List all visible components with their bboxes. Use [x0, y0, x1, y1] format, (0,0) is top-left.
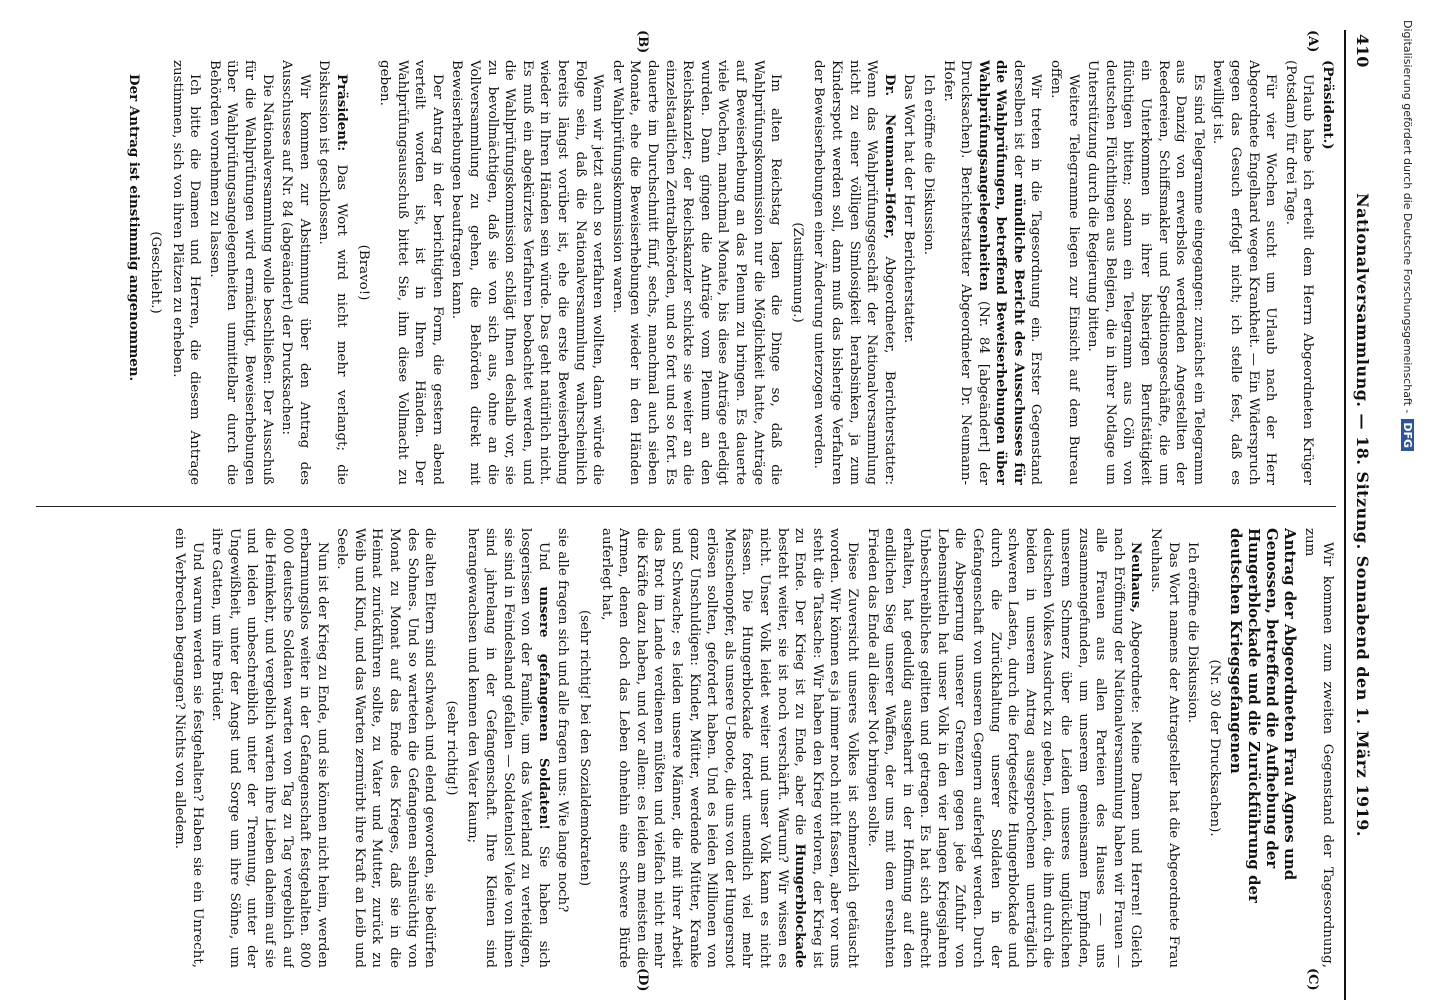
- paragraph: (Nr. 30 der Drucksachen).: [1206, 659, 1222, 837]
- paragraph: Ich eröffne die Diskussion.: [1185, 542, 1201, 724]
- paragraph: Das Wort hat der Herr Berichterstatter.: [901, 74, 917, 344]
- paragraph: Neuhaus, Abgeordnete: Meine Damen und Herren! Gleich nach Eröffnung der Nationalversammlung haben wir Frauen — alle Frauen aus allen Parteien des Hauses — uns zusammengefunden, um unserem gemeinsamen Empfinden, unserem Schmerz über die Leiden unseres unglücklichen deutschen Volkes Ausdruck zu geben, Leiden, die ihm durch die beiden in unserem Antrag ausgesprochenen unerträglich schweren Lasten, durch die fortgesetzte Hungerblockade und durch die Zurückhaltung unserer Soldaten in der Gefangenschaft von unseren Gegnern auferlegt werden. Durch die Absperrung unserer Grenzen gegen jede Zufuhr von Lebensmitteln hat unser Volk in den vier langen Kriegsjahren Unbeschreibliches gelitten und getragen. Es hat sich aufrecht erhalten, hat geduldig ausgeharrt in der Hoffnung auf den endlichen Sieg unserer Waffen, der uns mit dem ersehnten Frieden das Ende all dieser Not bringen sollte.: [864, 528, 1145, 968]
- paragraph: die alten Eltern sind schwach und elend geworden, sie bedürfen des Sohnes. Und so warteten die Gefangenen sehnsüchtig von Monat zu Monat auf das Ende des Krieges, daß sie in die Heimat zurückführen sollte, zu Vater und Mutter, zurück zu Weib und Kind, und das Warten zermürbt ihre Kraft an Leib und Seele.: [334, 528, 438, 968]
- agenda-heading: Antrag der Abgeordneten Frau Agnes und Genossen, betreffend die Aufhebung der Hungerblockade und die Zurückführung der deutschen Kriegsgefangenen: [1226, 528, 1299, 903]
- margin-letter-c: (C): [1305, 968, 1320, 991]
- right-column: [36, 528, 1336, 968]
- paragraph: Die Nationalversammlung wolle beschließen: Der Ausschuß für die Wahlprüfungen wird ermächtigt, Beweiserhebungen über Wahlprüfungsangelegenheiten unmittelbar durch die Behörden vornehmen zu lassen.: [206, 60, 275, 485]
- paragraph: Urlaub habe ich erteilt dem Herrn Abgeordneten Krüger (Potsdam) für drei Tage.: [1282, 60, 1316, 485]
- interjection: (sehr richtig! bei den Sozialdemokraten): [577, 609, 593, 887]
- paragraph: Dr. Neumann-Hofer, Abgeordneter, Berichterstatter: Wenn das Wahlprüfungsgeschäft der Nationalversammlung nicht zu einer völligen Simlosigkeit herabsinken, ja zum Kinderspott werden soll, dann muß das bisherige Verfahren der Beweiserhebungen einer Änderung unterzogen werden.: [811, 60, 898, 485]
- margin-letter-a: (A): [1305, 30, 1320, 53]
- paragraph: Das Wort namens der Antragsteller hat die Abgeordnete Frau Neuhaus.: [1148, 528, 1181, 968]
- paragraph: Ich eröffne die Diskussion.: [920, 74, 936, 256]
- paragraph: Wenn wir jetzt auch so verfahren wollten, dann würde die Folge sein, daß die Nationalversammlung wahrscheinlich bereits längst vorüber ist, ehe die erste Beweiserhebung wieder in Ihren Händen sein würde. Das geht natürlich nicht. Es muß ein abgekürztes Verfahren beobachtet werden, und die Wahlprüfungskommission schlägt Ihnen deshalb vor, sie zu bevollmächtigen, daß sie von sich aus, ohne an die Vollversammlung zu gehen, die Behörden direkt mit Beweiserhebungen beauftragen kann.: [449, 60, 606, 485]
- interjection: (Geschieht.): [148, 231, 163, 314]
- paragraph: Für vier Wochen sucht um Urlaub nach der Herr Abgeordnete Engelhard wegen Krankheit. — Ein Widerspruch gegen das Gesuch erfolgt nicht; ich stelle fest, daß es bewilligt ist.: [1210, 60, 1279, 485]
- paragraph: Und warum werden sie festgehalten? Haben sie ein Unrecht, ein Verbrechen begangen? Nichts von alledem.: [171, 528, 205, 968]
- interjection: (Zustimmung.): [789, 222, 805, 323]
- paragraph: Präsident: Das Wort wird nicht mehr verlangt; die Diskussion ist geschlossen.: [316, 60, 350, 485]
- interjection: (sehr richtig!): [443, 700, 459, 796]
- credit-text: Digitalisierung gefördert durch die Deutsche Forschungsgemeinschaft -: [1401, 20, 1414, 414]
- paragraph: Nun ist der Krieg zu Ende, und sie können nicht heim, werden erbarmungslos weiter in der Gefangenschaft festgehalten. 800 000 deutsche Soldaten warten von Tag zu Tag vergeblich auf die Heimkehr, und vergeblich warten ihre Lieben daheim auf sie und leiden unbeschreiblich unter der Trennung, unter der Ungewißheit, unter der Angst und Sorge um ihre Söhne, um ihre Gatten, um ihre Brüder.: [209, 528, 330, 968]
- paragraph: Es sind Telegramme eingegangen: zunächst ein Telegramm aus Danzig von erwerbslos werdenden Angestellten der Reedereien, Schiffsmakler und Speditionsgeschäfte, die um ein Unterkommen in ihrer bisherigen Berufstätigkeit flüchtigen bitten; sodann ein Telegramm aus Cöln von deutschen Flüchtlingen aus Belgien, die in ihrer Notlage um Unterstützung durch die Regierung bitten.: [1085, 60, 1206, 485]
- page-number: 410: [1353, 34, 1372, 68]
- running-title: Nationalversammlung. — 18. Sitzung. Sonnabend den 1. März 1919.: [1353, 193, 1372, 837]
- paragraph: Ich bitte die Damen und Herren, die diesem Antrage zustimmen, sich von ihren Plätzen zu erheben.: [169, 60, 203, 485]
- paragraph: Und unsere gefangenen Soldaten! Sie haben sich losgerissen von der Familie, um das Vaterland zu verteidigen, sie sind in Feindeshand gefallen — Soldatenlos! Viele von ihnen sind jahrelang in der Gefangenschaft. Ihre Kleinen sind herangewachsen und kennen den Vater kaum;: [465, 528, 552, 968]
- interjection: (Bravo!): [355, 244, 371, 301]
- speaker-note: (Präsident.): [1320, 60, 1336, 150]
- column-divider: [36, 506, 1336, 507]
- digitization-credit: [1396, 20, 1414, 980]
- paragraph: Weitere Telegramme liegen zur Einsicht auf dem Bureau offen.: [1048, 60, 1081, 485]
- paragraph: Wir kommen zur Abstimmung über den Antrag des Ausschusses auf Nr. 84 (abgeändert) der Drucksachen:: [279, 60, 312, 485]
- running-head: [1344, 30, 1380, 1000]
- paragraph: sie alle fragen sich und alle fragen uns: Wie lange noch?: [555, 528, 571, 913]
- margin-letter-d: (D): [635, 968, 650, 992]
- paragraph: Wir kommen zum zweiten Gegenstand der Tagesordnung, zum: [1302, 528, 1335, 968]
- paragraph: Der Antrag ist einstimmig angenommen.: [126, 74, 143, 382]
- margin-letter-b: (B): [635, 30, 650, 54]
- paragraph: Wir treten in die Tagesordnung ein. Erster Gegenstand derselben ist der mündliche Bericht des Ausschusses für die Wahlprüfungen, betreffend Beweiserhebungen über Wahlprüfungsangelegenheiten (Nr. 84 [abgeändert] der Drucksachen). Berichterstatter Abgeordneter Dr. Neumann-Hofer.: [940, 60, 1044, 485]
- paragraph: Der Antrag in der berichtigten Form, die gestern abend verteilt worden ist, ist in Ihren Händen. Der Wahlprüfungsausschuß bittet Sie, ihm diese Vollmacht zu geben.: [377, 60, 445, 485]
- paragraph: Diese Zuversicht unseres Volkes ist schmerzlich getäuscht worden. Wir können es ja immer noch nicht fassen, aber vor uns steht die Tatsache: Wir haben den Krieg verloren, der Krieg ist zu Ende. Der Krieg ist zu Ende, aber die Hungerblockade besteht weiter, sie ist noch verschärft. Warum? Wir wissen es nicht. Unser Volk leidet weiter und unser Volk kann es nicht fassen. Die Hungerblockade fordert unendlich viel mehr Menschenopfer, als unsere U-Boote, die uns von der Hungersnot erlösen sollten, gefordert haben. Und es leiden Millionen von ganz Unschuldigen: Kinder, Mütter, werdende Mütter, Kranke und Schwache; es leiden unsere Männer, die mit ihrer Arbeit das Brot im Lande verdienen müßten und vielfach nicht mehr die Kräfte dazu haben, und vor allem: es leiden am meisten die Armen, denen doch das Leben ohnehin eine schwere Bürde auferlegt hat,: [598, 528, 860, 968]
- paragraph: Im alten Reichstag lagen die Dinge so, daß die Wahlprüfungskommission nur die Möglichkeit hatte, Anträge auf Beweiserhebung an das Plenum zu bringen. Es dauerte viele Wochen, manchmal Monate, bis diese Anträge erledigt wurden. Dann gingen die Anträge vom Plenum an den Reichskanzler; der Reichskanzler schickte sie weiter an die einzelstaatlichen Zentralbehörden, und so fort und so fort. Es dauerte im Durchschnitt fünf, sechs, manchmal auch sieben Monate, ehe die Beweiserhebungen wieder in den Händen der Wahlprüfungskommission waren.: [609, 60, 784, 485]
- left-column: [36, 60, 1336, 485]
- dfg-logo: DFG: [1401, 419, 1414, 451]
- rotated-page: [20, 30, 1380, 1000]
